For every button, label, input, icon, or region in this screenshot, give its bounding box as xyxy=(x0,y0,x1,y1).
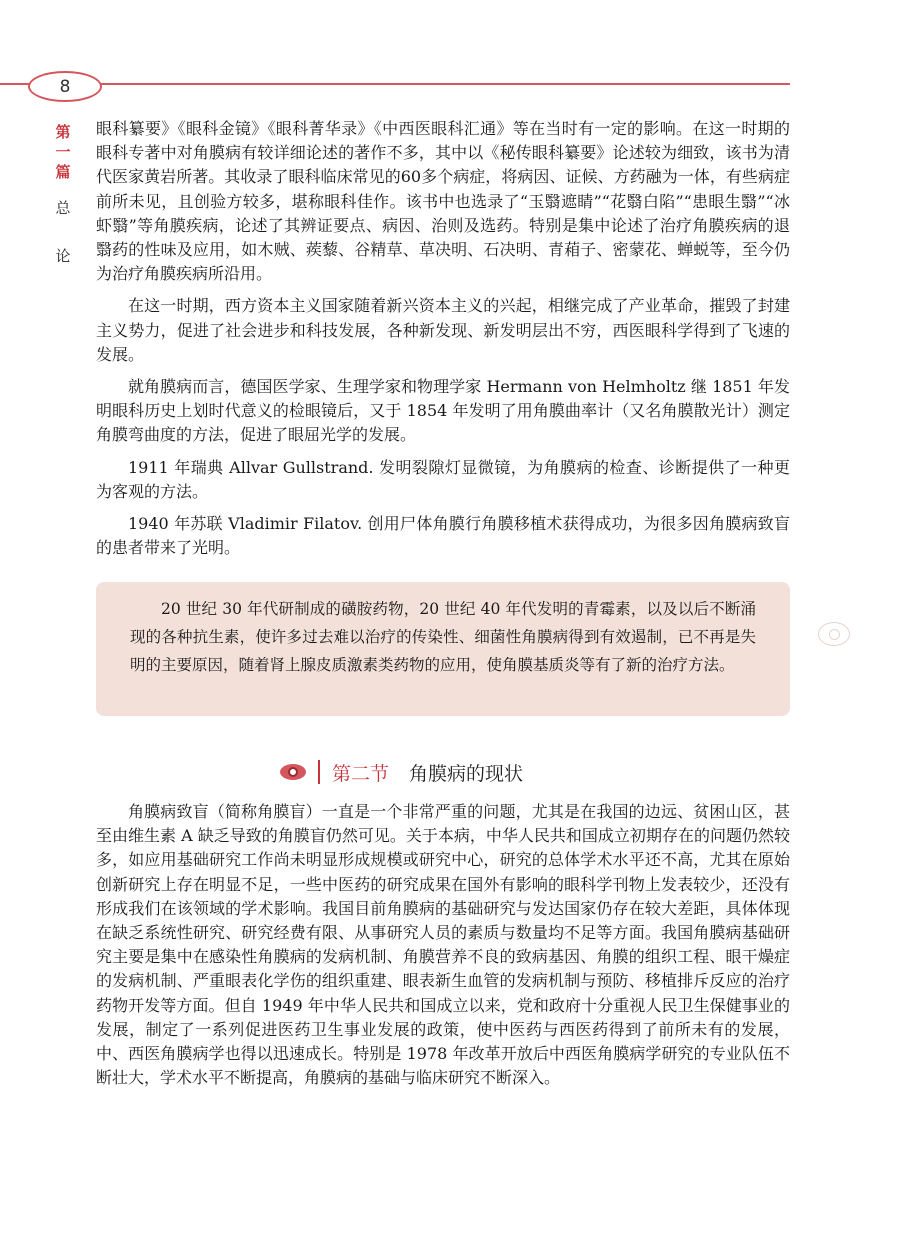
paragraph: 1940 年苏联 Vladimir Filatov. 创用尸体角膜行角膜移植术获得成功，为很多因角膜病致盲的患者带来了光明。 xyxy=(96,514,790,558)
eye-ornament-icon xyxy=(818,622,850,646)
section-number: 第二节 xyxy=(332,762,390,785)
part-sidebar xyxy=(52,122,74,266)
eye-icon xyxy=(280,761,308,783)
page-number: 8 xyxy=(28,71,102,102)
note-box xyxy=(96,582,790,716)
note-text: 20 世纪 30 年代研制成的磺胺药物，20 世纪 40 年代发明的青霉素，以及以后不断涌现的各种抗生素，使许多过去难以治疗的传染性、细菌性角膜病得到有效遏制，已不再是失明的主要原因，随着肾上腺皮质激素类药物的应用，使角膜基质炎等有了新的治疗方法。 xyxy=(130,600,756,674)
body-text-bottom xyxy=(96,800,790,1098)
paragraph: 角膜病致盲（简称角膜盲）一直是一个非常严重的问题，尤其是在我国的边远、贫困山区，甚至由维生素 A 缺乏导致的角膜盲仍然可见。关于本病，中华人民共和国成立初期存在的问题仍然较多，如应用基础研究工作尚未明显形成规模或研究中心，研究的总体学术水平还不高，尤其在原始创新研究上存在明显不足，一些中医药的研究成果在国外有影响的眼科学刊物上发表较少，还没有形成我们在该领域的学术影响。我国目前角膜病的基础研究与发达国家仍存在较大差距，具体体现在缺乏系统性研究、研究经费有限、从事研究人员的素质与数量均不足等方面。我国角膜病基础研究主要是集中在感染性角膜病的发病机制、角膜营养不良的致病基因、角膜的组织工程、眼干燥症的发病机制、严重眼表化学伤的组织重建、眼表新生血管的发病机制与预防、移植排斥反应的治疗药物开发等方面。但自 1949 年中华人民共和国成立以来，党和政府十分重视人民卫生保健事业的发展，制定了一系列促进医药卫生事业发展的政策，使中医药与西医药得到了前所未有的发展，中、西医角膜病学也得以迅速成长。特别是 1978 年改革开放后中西医角膜病学研究的专业队伍不断壮大，学术水平不断提高，角膜病的基础与临床研究不断深入。 xyxy=(96,802,790,1088)
section-title: 角膜病的现状 xyxy=(409,762,524,785)
section-heading xyxy=(280,757,523,787)
paragraph: 眼科纂要》《眼科金镜》《眼科菁华录》《中西医眼科汇通》等在当时有一定的影响。在这一时期的眼科专著中对角膜病有较详细论述的著作不多，其中以《秘传眼科纂要》论述较为细致，该书为清代医家黄岩所著。其收录了眼科临床常见的60多个病症，将病因、证候、方药融为一体，有些病症前所未见，且创验方较多，堪称眼科佳作。该书中也选录了“玉翳遮睛”“花翳白陷”“患眼生翳”“冰虾翳”等角膜疾病，论述了其辨证要点、病因、治则及选药。特别是集中论述了治疗角膜疾病的退翳药的性味及应用，如木贼、蒺藜、谷精草、草决明、石决明、青葙子、密蒙花、蝉蜕等，至今仍为治疗角膜疾病所沿用。 xyxy=(96,119,790,284)
body-text-top xyxy=(96,117,790,568)
part-label: 第一篇 xyxy=(55,123,71,181)
paragraph: 就角膜病而言，德国医学家、生理学家和物理学家 Hermann von Helmholtz 继 1851 年发明眼科历史上划时代意义的检眼镜后，又于 1854 年发明了用角膜曲率计（又名角膜散光计）测定角膜弯曲度的方法，促进了眼屈光学的发展。 xyxy=(96,377,790,445)
paragraph: 在这一时期，西方资本主义国家随着新兴资本主义的兴起，相继完成了产业革命，摧毁了封建主义势力，促进了社会进步和科技发展，各种新发现、新发明层出不穷，西医眼科学得到了飞速的发展。 xyxy=(96,296,790,364)
part-title-2: 论 xyxy=(55,247,71,265)
section-divider xyxy=(318,760,320,784)
header-rule xyxy=(0,83,790,85)
paragraph: 1911 年瑞典 Allvar Gullstrand. 发明裂隙灯显微镜，为角膜病的检查、诊断提供了一种更为客观的方法。 xyxy=(96,457,790,501)
part-title-1: 总 xyxy=(55,199,71,217)
